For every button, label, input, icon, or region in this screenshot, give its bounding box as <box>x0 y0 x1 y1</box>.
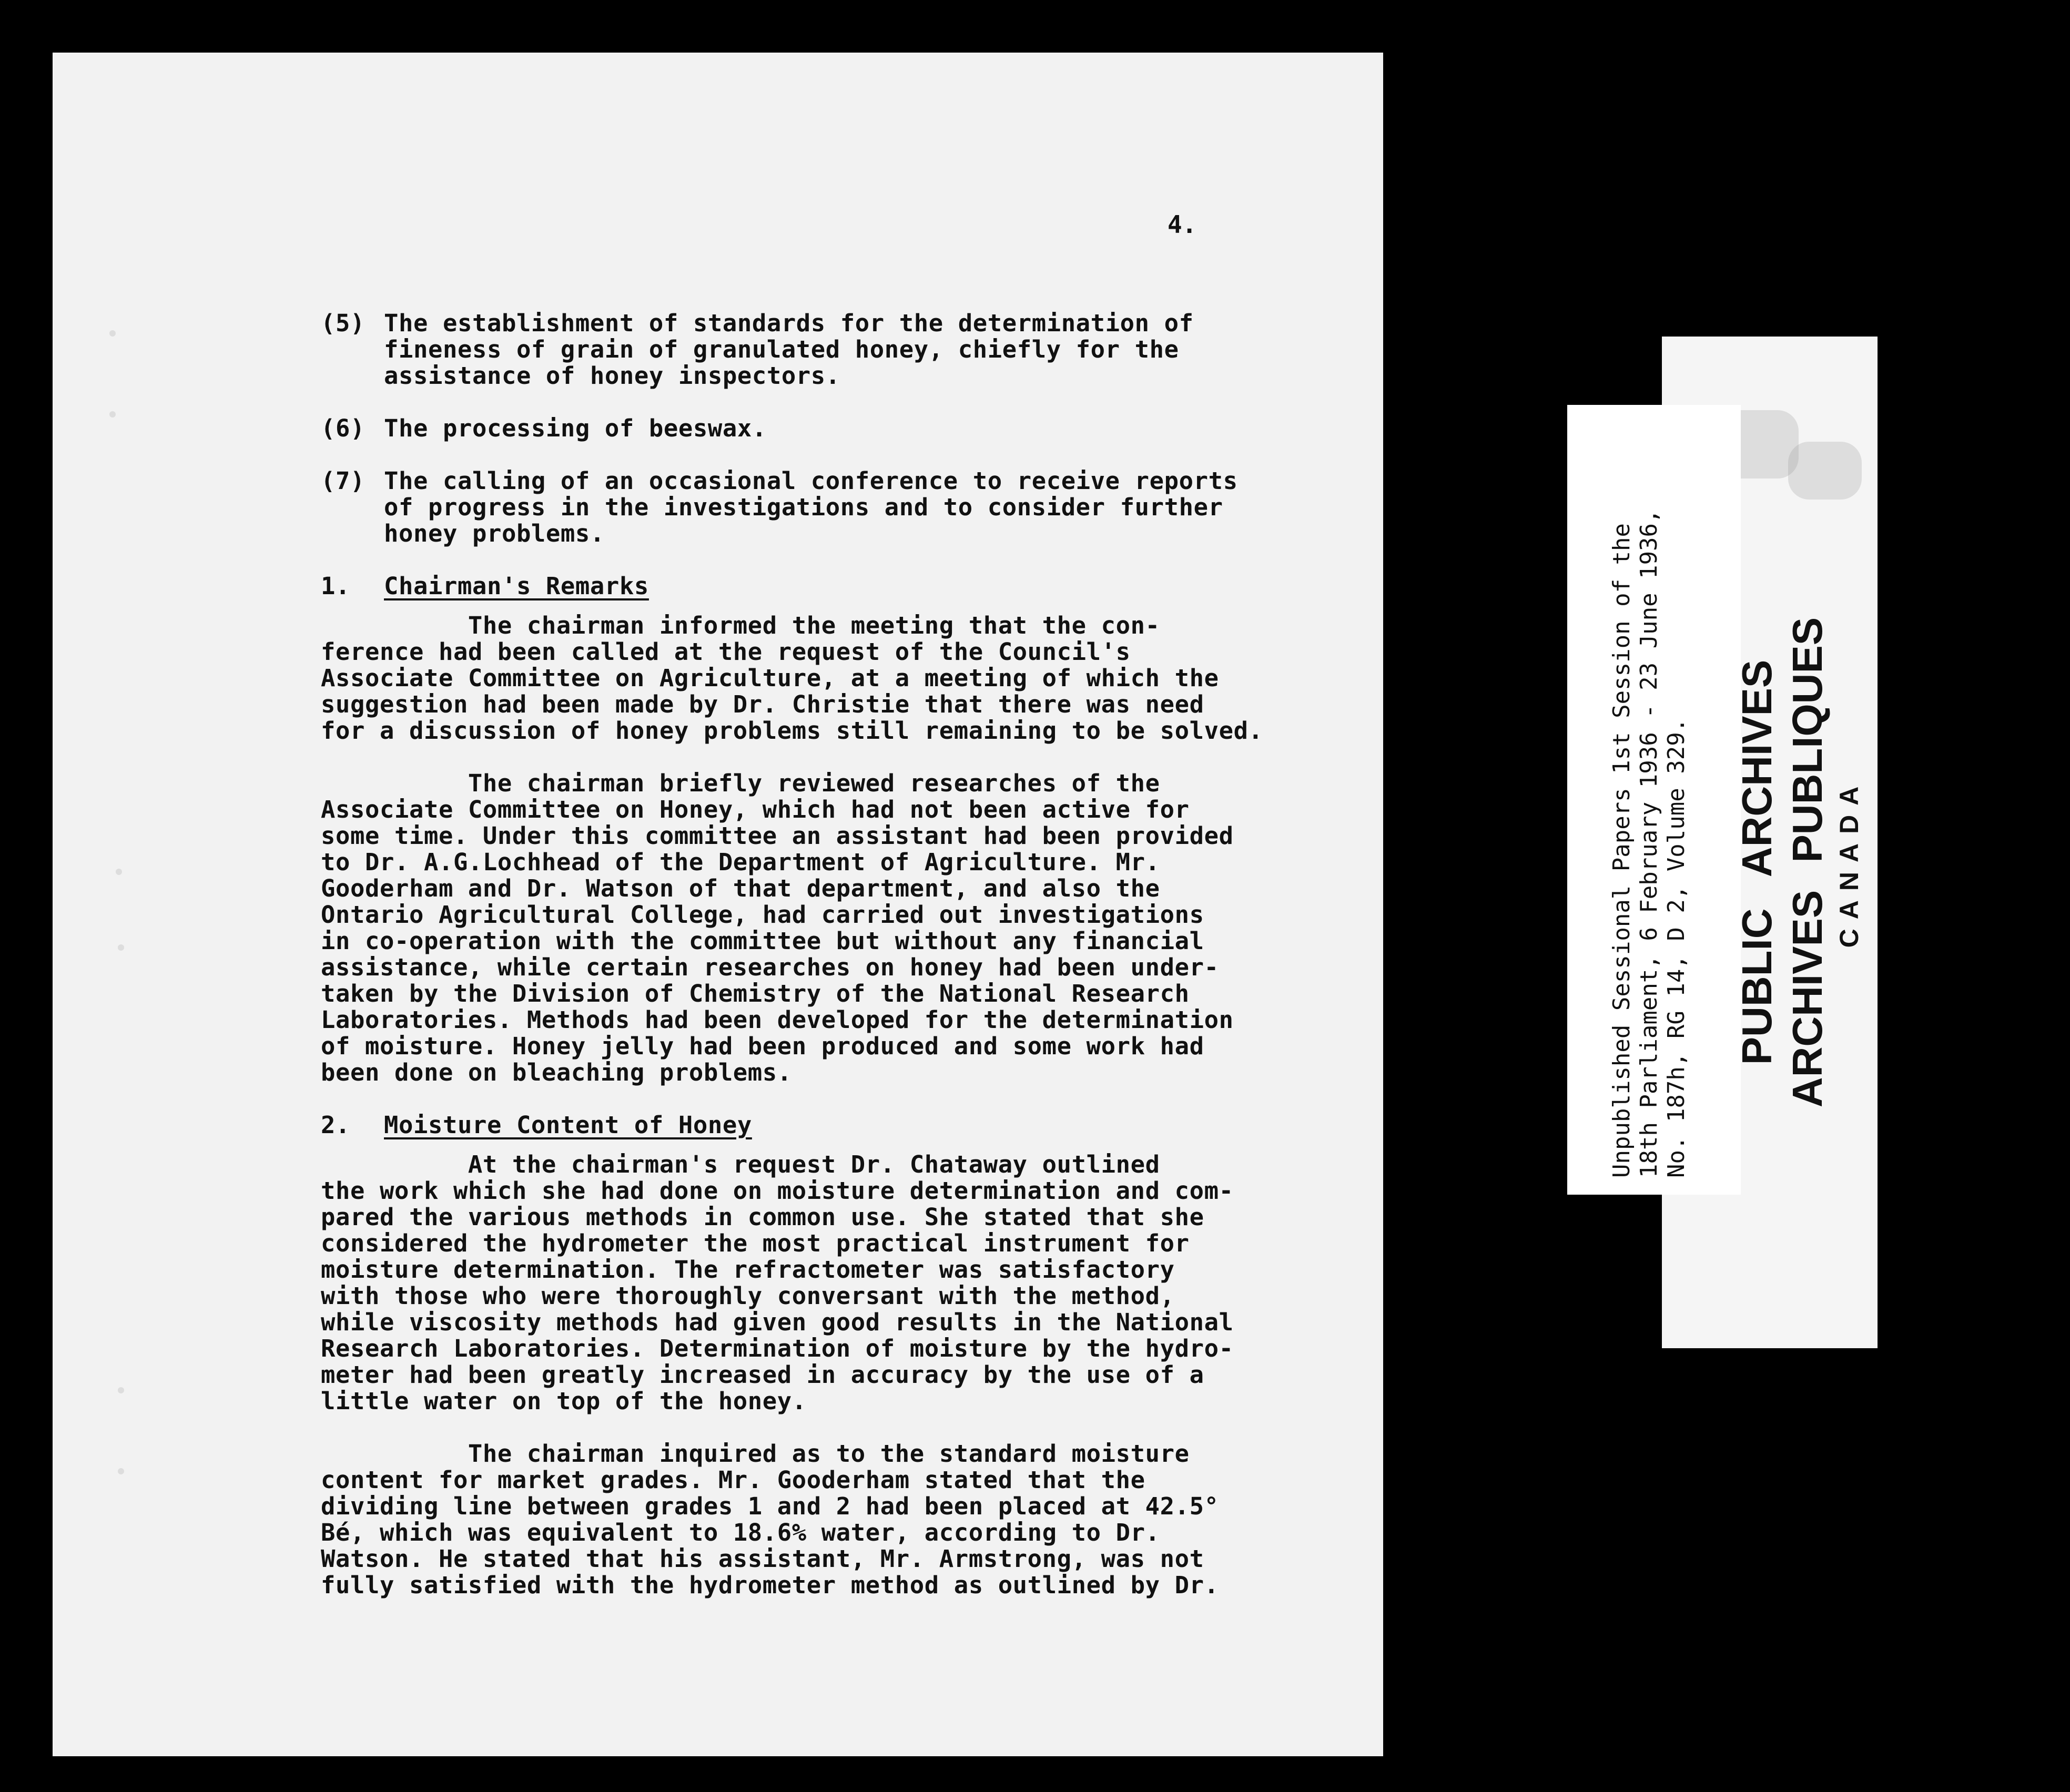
margin-mark <box>118 944 124 951</box>
archive-citation: Unpublished Sessional Papers 1st Session of the 18th Parliament, 6 February 1936 - 23 June 1936, No. 187h, RG 14, D 2, Volume 329. <box>1608 509 1690 1178</box>
section-title: Moisture Content of Honey <box>384 1111 752 1139</box>
document-body <box>321 310 1336 1625</box>
archive-stamp <box>1732 526 1865 1199</box>
section-number: 2. <box>321 1111 350 1139</box>
paragraph: At the chairman's request Dr. Chataway outlined the work which she had done on moisture determination and com- pared the various methods in common use. She stated that she considered the hydrometer the most practical instrument for moisture determination. The refractometer was satisfactory with those who were thoroughly conversant with the method, while viscosity methods had given good results in the National Research Laboratories. Determination of moisture by the hydro- meter had been greatly increased in accuracy by the use of a little water on top of the honey. <box>321 1150 1234 1415</box>
list-item <box>321 415 1336 442</box>
stamp-line: ARCHIVES PUBLIQUES <box>1784 617 1831 1108</box>
margin-mark <box>109 411 116 418</box>
section-heading <box>321 1112 1336 1138</box>
section-title: Chairman's Remarks <box>384 572 649 600</box>
item-number: (7) <box>321 467 365 495</box>
margin-mark <box>109 330 116 337</box>
item-number: (6) <box>321 414 365 442</box>
stamp-line: CANADA <box>1834 777 1864 948</box>
page-number: 4. <box>1168 210 1197 239</box>
paragraph: The chairman inquired as to the standard moisture content for market grades. Mr. Gooderham stated that the dividing line between grades 1 and 2 had been placed at 42.5° Bé, which was equivalent to 18.6% water, according to Dr. Watson. He stated that his assistant, Mr. Armstrong, was not fully satisfied with the hydrometer method as outlined by Dr. <box>321 1440 1219 1599</box>
ghost-mark <box>1788 442 1862 500</box>
margin-mark <box>118 1468 124 1474</box>
paragraph: The chairman informed the meeting that the con- ference had been called at the request of the Council's Associate Committee on Agriculture, at a meeting of which the suggestion had been made by Dr. Christie that there was need for a discussion of honey problems still remaining to be solved. <box>321 612 1263 745</box>
list-item <box>321 310 1336 389</box>
section-number: 1. <box>321 572 350 600</box>
item-text: The processing of beeswax. <box>384 414 767 442</box>
item-text: The calling of an occasional conference to receive reports of progress in the investigations and to consider further honey problems. <box>384 467 1238 547</box>
item-number: (5) <box>321 309 365 337</box>
section-heading <box>321 573 1336 599</box>
list-item <box>321 468 1336 547</box>
stamp-line: PUBLIC ARCHIVES <box>1733 659 1780 1065</box>
margin-mark <box>118 1387 124 1393</box>
margin-mark <box>116 869 122 875</box>
paragraph: The chairman briefly reviewed researches of the Associate Committee on Honey, which had not been active for some time. Under this committee an assistant had been provided to Dr. A.G.Lochhead of the Department of Agriculture. Mr. Gooderham and Dr. Watson of that department, and also the Ontario Agricultural College, had carried out investigations in co-operation with the committee but without any financial assistance, while certain researches on honey had been under- taken by the Division of Chemistry of the National Research Laboratories. Methods had been developed for the determination of moisture. Honey jelly had been produced and some work had been done on bleaching problems. <box>321 769 1234 1086</box>
item-text: The establishment of standards for the determination of fineness of grain of granulated honey, chiefly for the assistance of honey inspectors. <box>384 309 1194 390</box>
